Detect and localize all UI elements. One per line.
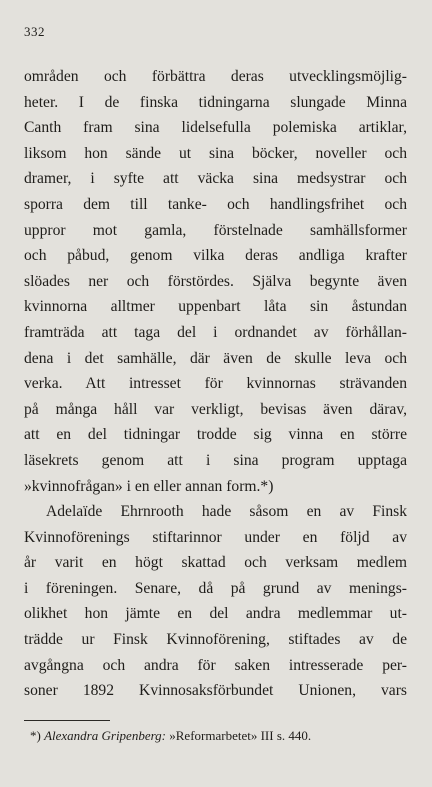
body-text — [24, 64, 407, 704]
text-line: Canth fram sina lidelsefulla polemiska artiklar, — [24, 119, 407, 137]
text-line: uppror mot gamla, förstelnade samhällsformer — [24, 221, 407, 239]
text-line: soner 1892 Kvinnosaksförbundet Unionen, vars — [24, 682, 407, 700]
footnote-marker: *) — [30, 728, 41, 743]
text-line: Adelaïde Ehrnrooth hade såsom en av Finsk — [46, 503, 407, 521]
text-line: trädde ur Finsk Kvinnoförening, stiftades av de — [24, 631, 407, 649]
page-number: 332 — [24, 24, 45, 39]
text-line: liksom hon sände ut sina böcker, noveller och — [24, 144, 407, 162]
text-line: på många håll var verkligt, bevisas även därav, — [24, 400, 407, 418]
text-line: sporra dem till tanke- och handlingsfrihet och — [24, 195, 407, 213]
text-line: Kvinnoförenings stiftarinnor under en följd av — [24, 528, 407, 546]
text-line: »kvinnofrågan» i en eller annan form.*) — [24, 477, 274, 495]
text-line: heter. I de finska tidningarna slungade Minna — [24, 93, 407, 111]
text-line: olikhet hon jämte en del andra medlemmar ut- — [24, 605, 407, 623]
text-line: läsekrets genom att i sina program upptaga — [24, 451, 407, 469]
text-line: slöades ner och förstördes. Själva begynte även — [24, 272, 407, 290]
footnote-reference: »Reformarbetet» III s. 440. — [169, 728, 312, 743]
text-line: områden och förbättra deras utvecklingsmöjlig- — [24, 68, 407, 85]
text-line: framträda att taga del i ordnandet av förhållan- — [24, 323, 407, 341]
text-line: år varit en högt skattad och verksam medlem — [24, 554, 407, 572]
footnote-author: Alexandra Gripenberg: — [44, 728, 167, 743]
text-line: dena i det samhälle, där även de skulle leva och — [24, 349, 407, 367]
text-line: i föreningen. Senare, då på grund av menings- — [24, 579, 407, 597]
footnote — [30, 728, 311, 744]
text-line: dramer, i syfte att väcka sina medsystrar och — [24, 170, 407, 188]
text-line: avgångna och andra för saken intresserade per- — [24, 656, 407, 674]
footnote-divider — [24, 720, 110, 721]
text-line: och påbud, genom vilka deras andliga krafter — [24, 247, 407, 265]
text-line: kvinnorna alltmer uppenbart låta sin åstundan — [24, 298, 407, 316]
text-line: att en del tidningar trodde sig vinna en större — [24, 426, 407, 444]
text-line: verka. Att intresset för kvinnornas strävanden — [24, 375, 407, 393]
